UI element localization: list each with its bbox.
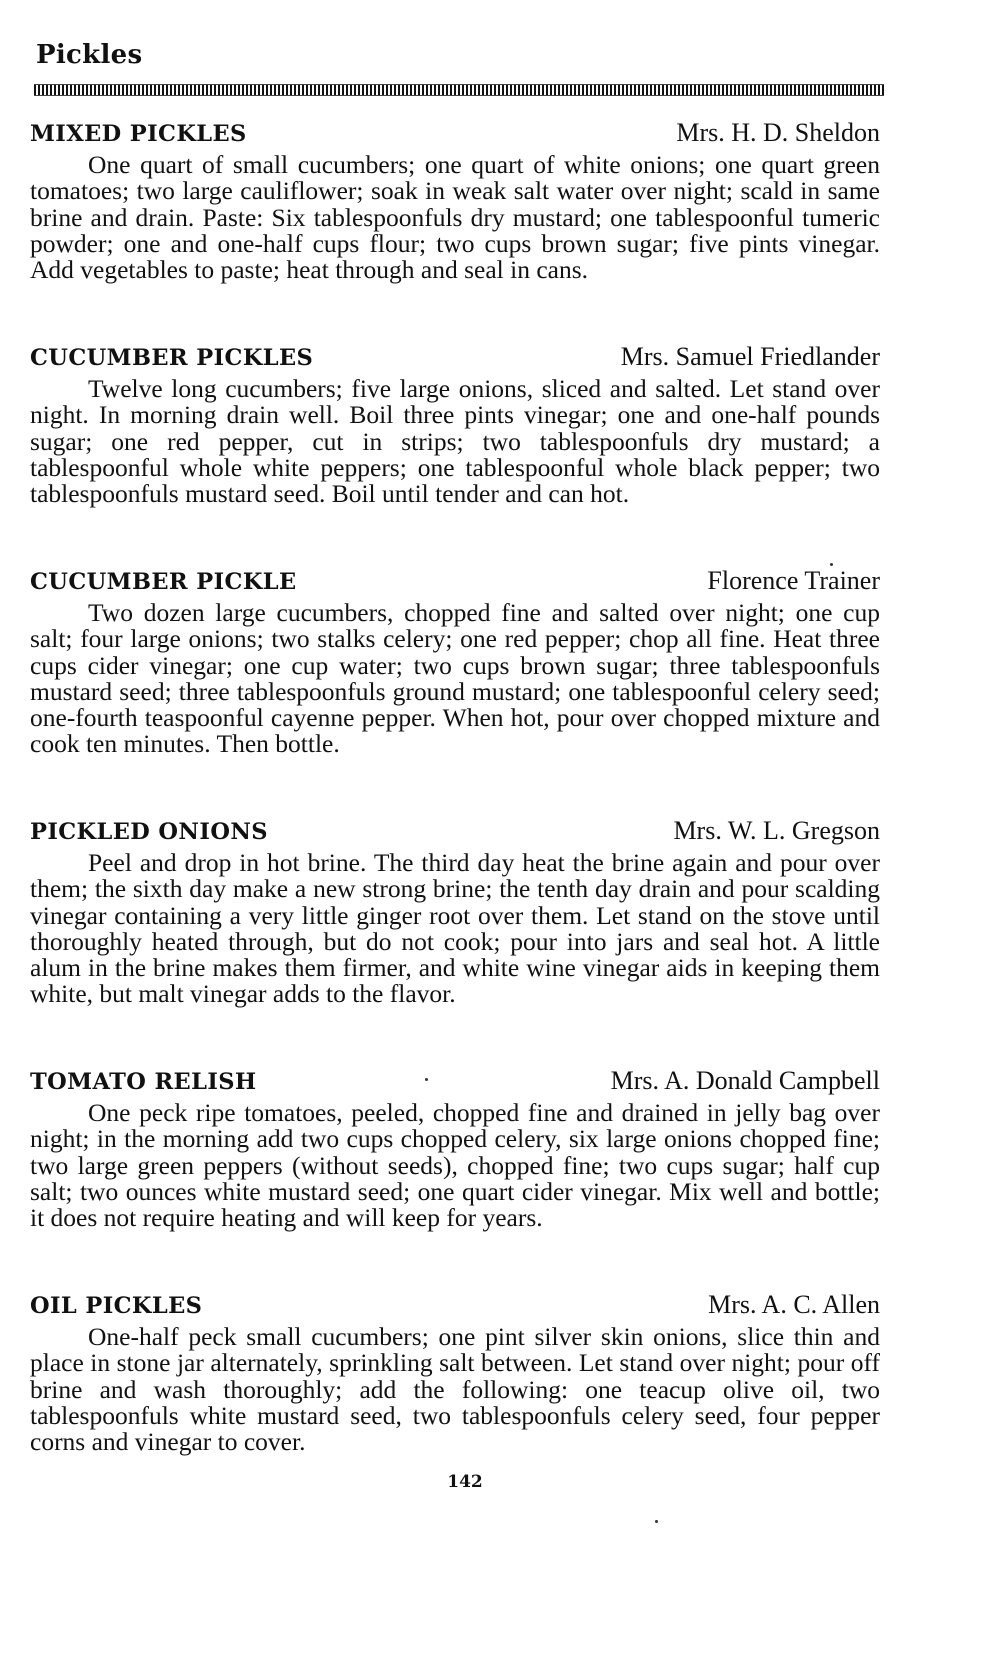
recipe-body: One quart of small cucumbers; one quart of white onions; one quart green tomatoes; two large cauliflower; soak in weak salt water over night; scald in same brine and drain. Paste: Six tablespoonfuls dry mustard; one tablespoonful tumeric powder; one and one-half cups flour; two cups brown sugar; five pints vinegar. Add vegetables to paste; heat through and seal in cans.: [30, 150, 880, 285]
print-speck: [425, 1078, 428, 1081]
recipe-author: Mrs. H. D. Sheldon: [676, 118, 880, 147]
recipe-pickled-onions: [30, 816, 880, 1008]
page-number: 142: [447, 1472, 483, 1492]
recipe-title: CUCUMBER PICKLE: [30, 569, 297, 595]
recipe-body: One-half peck small cucumbers; one pint silver skin onions, slice thin and place in stone jar alternately, sprinkling salt between. Let stand over night; pour off brine and wash thoroughly; add the following: one teacup olive oil, two tablespoonfuls white mustard seed, two tablespoonfuls celery seed, four pepper corns and vinegar to cover.: [30, 1322, 880, 1457]
print-speck: [830, 563, 833, 566]
recipe-header: [30, 566, 880, 598]
section-title: Pickles: [36, 40, 143, 70]
recipe-author: Florence Trainer: [707, 566, 880, 595]
recipe-body: One peck ripe tomatoes, peeled, chopped fine and drained in jelly bag over night; in the morning add two cups chopped celery, six large onions chopped fine; two large green peppers (without seeds), chopped fine; two cups sugar; half cup salt; two ounces white mustard seed; one quart cider vinegar. Mix well and bottle; it does not require heating and will keep for years.: [30, 1098, 880, 1233]
recipe-header: [30, 1066, 880, 1098]
recipe-title: TOMATO RELISH: [30, 1069, 257, 1095]
ornamental-rule: [34, 84, 884, 96]
recipe-body: Twelve long cucumbers; five large onions, sliced and salted. Let stand over night. In morning drain well. Boil three pints vinegar; one and one-half pounds sugar; one red pepper, cut in strips; two tablespoonfuls dry mustard; a tablespoonful whole white peppers; one tablespoonful whole black pepper; two tablespoonfuls mustard seed. Boil until tender and can hot.: [30, 374, 880, 509]
recipe-body: Peel and drop in hot brine. The third day heat the brine again and pour over them; the sixth day make a new strong brine; the tenth day drain and pour scalding vinegar containing a very little ginger root over them. Let stand on the stove until thoroughly heated through, but do not cook; pour into jars and seal hot. A little alum in the brine makes them firmer, and white wine vinegar aids in keeping them white, but malt vinegar adds to the flavor.: [30, 848, 880, 1009]
recipe-header: [30, 1290, 880, 1322]
recipe-title: CUCUMBER PICKLES: [30, 345, 314, 371]
recipe-cucumber-pickles: [30, 342, 880, 507]
recipe-author: Mrs. A. Donald Campbell: [610, 1066, 880, 1095]
recipe-author: Mrs. A. C. Allen: [708, 1290, 880, 1319]
recipe-author: Mrs. W. L. Gregson: [673, 816, 880, 845]
recipe-title: MIXED PICKLES: [30, 121, 247, 147]
recipe-oil-pickles: [30, 1290, 880, 1455]
print-speck: [655, 1520, 658, 1523]
recipe-header: [30, 342, 880, 374]
recipe-header: [30, 816, 880, 848]
recipe-title: PICKLED ONIONS: [30, 819, 268, 845]
recipe-mixed-pickles: [30, 118, 880, 283]
recipe-title: OIL PICKLES: [30, 1293, 203, 1319]
recipe-header: [30, 118, 880, 150]
recipe-body: Two dozen large cucumbers, chopped fine and salted over night; one cup salt; four large onions; two stalks celery; one red pepper; chop all fine. Heat three cups cider vinegar; one cup water; two cups brown sugar; three tablespoonfuls mustard seed; three tablespoonfuls ground mustard; one tablespoonful celery seed; one-fourth teaspoonful cayenne pepper. When hot, pour over chopped mixture and cook ten minutes. Then bottle.: [30, 598, 880, 759]
recipe-tomato-relish: [30, 1066, 880, 1231]
recipe-author: Mrs. Samuel Friedlander: [620, 342, 880, 371]
recipe-cucumber-pickle: [30, 566, 880, 758]
